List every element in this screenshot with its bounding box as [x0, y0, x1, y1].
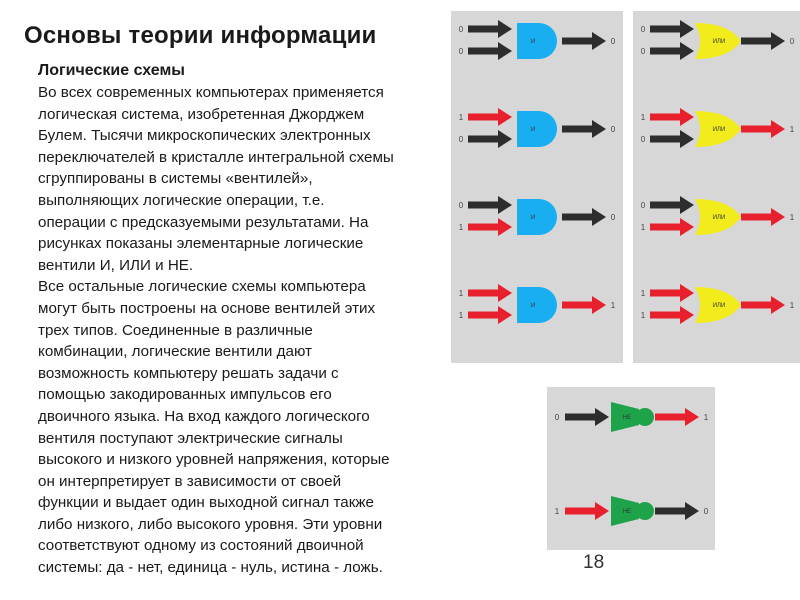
- input-value-label: 0: [640, 47, 646, 56]
- output-signal-arrow: [655, 502, 699, 520]
- paragraph-line: логическая система, изобретенная Джорджем: [38, 105, 365, 123]
- input-value-label: 1: [458, 223, 464, 232]
- input-value-label: 1: [640, 311, 646, 320]
- input-signal-arrow: [650, 284, 694, 302]
- input-value-label: 0: [458, 135, 464, 144]
- paragraph-line: вентиля поступают электрические сигналы: [38, 429, 343, 447]
- output-value-label: 1: [789, 125, 795, 134]
- paragraph-line: функции и выдает один выходной сигнал также: [38, 494, 374, 512]
- input-signal-arrow: [650, 218, 694, 236]
- not-gate-bubble: [636, 502, 654, 520]
- input-signal-arrow: [565, 502, 609, 520]
- input-value-label: 1: [640, 223, 646, 232]
- gate-label: ИЛИ: [712, 215, 726, 221]
- input-signal-arrow: [650, 20, 694, 38]
- input-signal-arrow: [650, 306, 694, 324]
- not-gate-panel: [547, 387, 715, 550]
- paragraph-line: комбинации, логические вентили дают: [38, 343, 312, 361]
- input-signal-arrow: [468, 218, 512, 236]
- body-paragraph: [38, 82, 470, 579]
- paragraph-line: двоичного языка. На вход каждого логического: [38, 407, 370, 425]
- gate-label: И: [530, 39, 536, 45]
- paragraph-line: возможность компьютеру решать задачи с: [38, 364, 339, 382]
- input-value-label: 0: [640, 201, 646, 210]
- gate-label: ИЛИ: [712, 127, 726, 133]
- output-value-label: 0: [610, 125, 616, 134]
- output-signal-arrow: [562, 208, 606, 226]
- input-signal-arrow: [468, 284, 512, 302]
- and-gate-shape: [517, 287, 557, 323]
- page-title: Основы теории информации: [24, 22, 377, 49]
- paragraph-line: соответствуют одному из состояний двоичной: [38, 537, 364, 555]
- paragraph-line: Булем. Тысячи микроскопических электронных: [38, 127, 371, 145]
- input-value-label: 1: [458, 289, 464, 298]
- paragraph-line: вентили И, ИЛИ и НЕ.: [38, 256, 194, 274]
- gate-label: И: [530, 127, 536, 133]
- paragraph-line: могут быть построены на основе вентилей этих: [38, 299, 376, 317]
- input-value-label: 1: [640, 113, 646, 122]
- output-value-label: 1: [789, 301, 795, 310]
- paragraph-line: помощью закодированных импульсов его: [38, 386, 332, 404]
- and-gate-shape: [517, 23, 557, 59]
- output-signal-arrow: [741, 32, 785, 50]
- input-value-label: 0: [458, 25, 464, 34]
- paragraph-line: высокого и низкого уровней напряжения, которые: [38, 451, 390, 469]
- input-signal-arrow: [468, 130, 512, 148]
- paragraph-line: трех типов. Соединенные в различные: [38, 321, 313, 339]
- paragraph-line: операции с предсказуемыми результатами. На: [38, 213, 369, 231]
- input-value-label: 1: [554, 507, 560, 516]
- input-signal-arrow: [565, 408, 609, 426]
- paragraph-line: переключателей в кристалле интегральной схемы: [38, 148, 394, 166]
- gate-label: ИЛИ: [712, 303, 726, 309]
- input-value-label: 0: [640, 135, 646, 144]
- output-value-label: 1: [610, 301, 616, 310]
- paragraph-line: рисунках показаны элементарные логические: [38, 235, 364, 253]
- and-gate-shape: [517, 111, 557, 147]
- output-signal-arrow: [741, 208, 785, 226]
- and-gate-shape: [517, 199, 557, 235]
- input-value-label: 1: [458, 311, 464, 320]
- gate-label: НЕ: [622, 415, 632, 421]
- or-gate-panel: [633, 11, 800, 363]
- output-signal-arrow: [741, 296, 785, 314]
- page-number: 18: [583, 552, 605, 573]
- output-value-label: 0: [703, 507, 709, 516]
- input-value-label: 0: [554, 413, 560, 422]
- and-gate-panel: [451, 11, 623, 363]
- output-value-label: 1: [789, 213, 795, 222]
- input-value-label: 1: [458, 113, 464, 122]
- output-signal-arrow: [562, 32, 606, 50]
- output-signal-arrow: [562, 296, 606, 314]
- not-gate-bubble: [636, 408, 654, 426]
- or-gate-diagram: [633, 11, 800, 363]
- gate-label: И: [530, 303, 536, 309]
- output-value-label: 1: [703, 413, 709, 422]
- paragraph-line: выполняющих логические операции, т.е.: [38, 191, 325, 209]
- output-signal-arrow: [741, 120, 785, 138]
- section-subtitle: Логические схемы: [38, 62, 185, 79]
- paragraph-line: либо низкого, либо высокого уровня. Эти уровни: [38, 515, 383, 533]
- input-signal-arrow: [650, 42, 694, 60]
- input-signal-arrow: [468, 108, 512, 126]
- input-signal-arrow: [650, 196, 694, 214]
- input-value-label: 0: [640, 25, 646, 34]
- input-signal-arrow: [468, 196, 512, 214]
- input-signal-arrow: [650, 108, 694, 126]
- output-value-label: 0: [610, 37, 616, 46]
- paragraph-line: Во всех современных компьютерах применяется: [38, 84, 384, 101]
- gate-label: НЕ: [622, 509, 632, 515]
- paragraph-line: Все остальные логические схемы компьютера: [38, 278, 366, 296]
- gate-label: ИЛИ: [712, 39, 726, 45]
- output-signal-arrow: [562, 120, 606, 138]
- and-gate-diagram: [451, 11, 623, 363]
- output-value-label: 0: [789, 37, 795, 46]
- input-signal-arrow: [468, 20, 512, 38]
- input-value-label: 1: [640, 289, 646, 298]
- not-gate-diagram: [547, 387, 715, 550]
- gate-label: И: [530, 215, 536, 221]
- paragraph-line: он интерпретирует в зависимости от своей: [38, 472, 342, 490]
- output-signal-arrow: [655, 408, 699, 426]
- paragraph-line: системы: да - нет, единица - нуль, истина - ложь.: [38, 559, 383, 577]
- output-value-label: 0: [610, 213, 616, 222]
- paragraph-line: сгруппированы в системы «вентилей»,: [38, 170, 313, 188]
- input-signal-arrow: [468, 42, 512, 60]
- input-signal-arrow: [650, 130, 694, 148]
- input-value-label: 0: [458, 201, 464, 210]
- input-signal-arrow: [468, 306, 512, 324]
- input-value-label: 0: [458, 47, 464, 56]
